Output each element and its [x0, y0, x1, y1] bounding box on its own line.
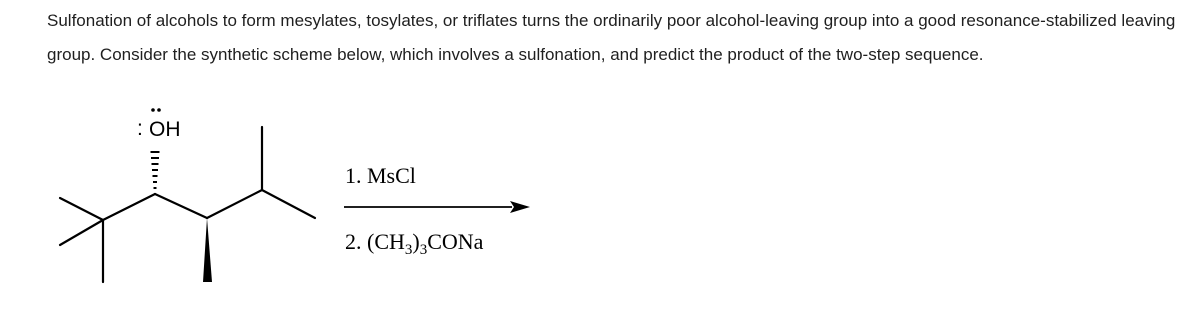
reagent-step-2: 2. $(CH_3)_3CONa$ [345, 229, 484, 258]
wedge-bond [203, 218, 212, 282]
reagent-step-1: 1. MsCl [345, 163, 416, 188]
question-text: Sulfonation of alcohols to form mesylates, tosylates, or triflates turns the ordinarily poor alcohol-leaving group into a good resonance-stabilized leaving group. Consider the synthetic scheme below, which involves a sulfonation, and predict the product of the two-step sequence. [47, 11, 1176, 64]
lone-pair-top [151, 108, 161, 112]
hashed-bond [151, 152, 160, 188]
bond-c1-c2 [60, 198, 103, 220]
bond-c6-c7 [207, 190, 262, 218]
bond-c2-c5 [103, 194, 155, 220]
bond-c5-c6 [155, 194, 207, 218]
reaction-arrow [344, 201, 530, 213]
bond-c7-c9 [262, 190, 315, 218]
lone-pair-left: : [137, 117, 143, 140]
bond-c2-c3 [60, 220, 103, 245]
hydroxyl-label: OH [149, 118, 181, 141]
starting-material-structure [60, 127, 315, 282]
